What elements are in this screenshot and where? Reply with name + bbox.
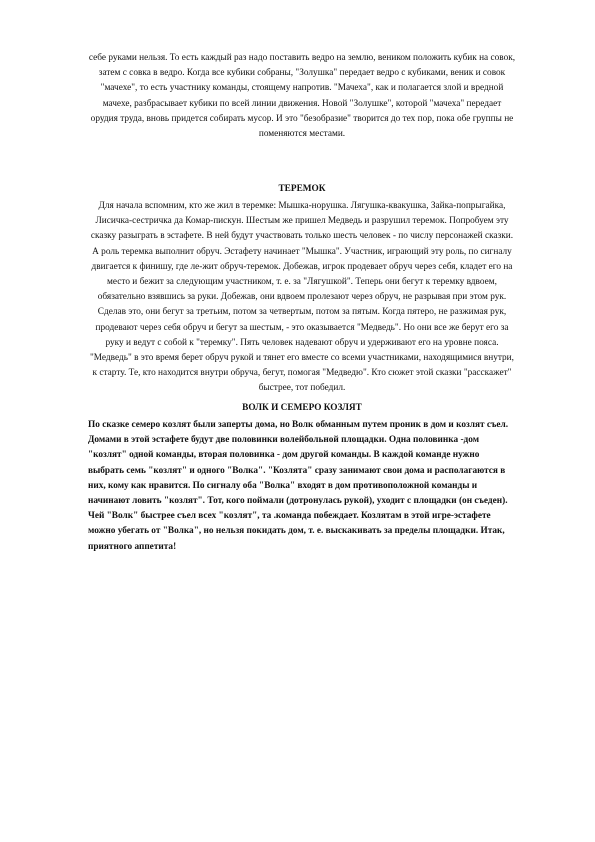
section-body-teremok: Для начала вспомним, кто же жил в теремке: Мышка-норушка. Лягушка-квакушка, Зайка-попрыгайка, Лисичка-сестричка да Комар-пискун. Шестым же пришел Медведь и разрушил теремок. Попробуем эту сказку разыграть в эстафете. В ней будут участвовать только шесть человек - по числу персонажей сказки. А роль теремка выполнит обруч. Эстафету начинает "Мышка". Участник, играющий эту роль, по сигналу двигается к финишу, где ле-жит обруч-теремок. Добежав, игрок продевает обруч через себя, кладет его на место и бежит за следующим участником, т. е. за "Лягушкой". Теперь они бегут к теремку вдвоем, обязательно взявшись за руки. Добежав, они вдвоем пролезают через обруч, не разрывая при этом рук. Сделав это, они бегут за третьим, потом за четвертым, потом за пятым. Когда пятеро, не разжимая рук, продевают через себя обруч и бегут за шестым, - это оказывается "Медведь". Но они все же берут его за руку и ведут с собой к "теремку". Пять человек надевают обруч и удерживают его на уровне пояса. "Медведь" в это время берет обруч рукой и тянет его вместе со всеми участниками, находящимися внутри, к старту. Те, кто находится внутри обруча, бегут, помогая "Медведю". Кто сюжет этой сказки "расскажет" быстрее, тот победил. [89,201,514,394]
section-title-teremok: ТЕРЕМОК [278,184,326,194]
section-body-volk: По сказке семеро козлят были заперты дома, но Волк обманным путем проник в дом и козлят съел. Домами в этой эстафете будут две половинки волейбольной площадки. Одна половинка -дом "козлят" одной команды, вторая половинка - дом другой команды. В каждой команде нужно выбрать семь "козлят" и одного "Волка". "Козлята" сразу занимают свои дома и располагаются в них, кому как нравится. По сигналу оба "Волка" входят в дом противоположной команды и начинают ловить "козлят". Тот, кого поймали (дотронулась рукой), уходит с площадки (он съеден). Чей "Волк" быстрее съел всех "козлят", та .команда побеждает. Козлятам в этой игре-эстафете можно убегать от "Волка", но нельзя покидать дом, т. е. выскакивать за пределы площадки. Итак, приятного аппетита! [88,420,509,552]
intro-paragraph: себе руками нельзя. То есть каждый раз надо поставить ведро на землю, веником положить кубик на совок, затем с совка в ведро. Когда все кубики собраны, "Золушка" передает ведро с кубиками, веник и совок "мачехе", то есть участнику команды, стоящему напротив. "Мачеха", как и полагается злой и вредной мачехе, разбрасывает кубики по всей линии движения. Новой "Золушке", которой "мачеха" передает орудия труда, вновь придется собирать мусор. И это "безобразие" творится до тех пор, пока обе группы не поменяются местами. [88,53,516,140]
section-title-volk: ВОЛК И СЕМЕРО КОЗЛЯТ [242,403,362,413]
